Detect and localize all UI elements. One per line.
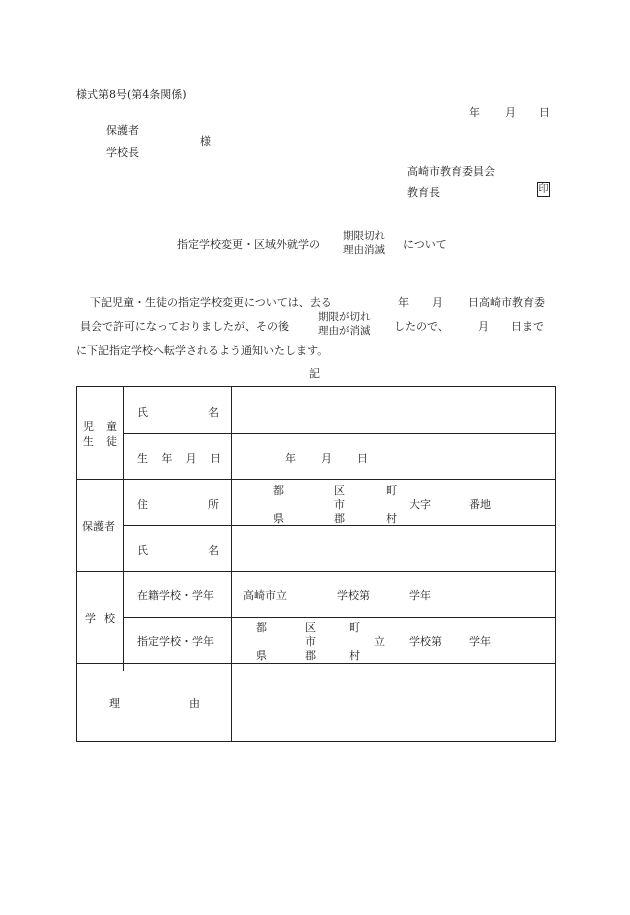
address-label-a: 住 xyxy=(137,498,148,511)
date-year: 年 xyxy=(469,106,480,119)
addressee-guardian: 保護者 xyxy=(106,124,139,137)
body-option-expired: 期限が切れ xyxy=(318,311,371,323)
date-day: 日 xyxy=(539,106,550,119)
student-char-2: 童 xyxy=(106,420,117,433)
sender-organization: 高崎市教育委員会 xyxy=(407,165,495,178)
designated-school-grade: 学年 xyxy=(469,635,491,648)
student-char-1: 児 xyxy=(83,420,94,433)
birthdate-month: 月 xyxy=(321,452,332,465)
address-label-b: 所 xyxy=(208,498,219,511)
subject-suffix: について xyxy=(403,238,447,251)
table-vline-category xyxy=(123,387,124,671)
designated-gun: 郡 xyxy=(305,649,316,662)
body-line1-month: 月 xyxy=(432,296,443,309)
reason-label-b: 由 xyxy=(189,697,200,710)
subject-prefix: 指定学校変更・区域外就学の xyxy=(177,238,320,251)
guardian-name-label-b: 名 xyxy=(208,544,219,557)
birthdate-year: 年 xyxy=(285,452,296,465)
table-hline xyxy=(77,663,556,664)
subject-option-expired: 期限切れ xyxy=(343,230,385,242)
info-table xyxy=(76,386,556,742)
guardian-category: 保護者 xyxy=(82,520,115,533)
body-line2-text: 員会で許可になっておりましたが、その後 xyxy=(80,320,289,333)
designated-school-label: 指定学校・学年 xyxy=(137,635,214,648)
table-vline-value xyxy=(231,387,232,742)
birthdate-label xyxy=(137,450,221,466)
address-to: 都 xyxy=(273,484,284,497)
school-category-a: 学 xyxy=(85,612,96,625)
address-machi: 町 xyxy=(386,484,397,497)
designated-ken: 県 xyxy=(256,649,267,662)
form-number: 様式第8号(第4条関係) xyxy=(76,88,187,101)
address-shi: 市 xyxy=(334,498,345,511)
birthdate-day: 日 xyxy=(357,452,368,465)
student-name-label-b: 名 xyxy=(208,406,219,419)
date-month: 月 xyxy=(505,106,516,119)
current-school-label: 在籍学校・学年 xyxy=(137,589,214,602)
birthdate-label-char: 生 xyxy=(137,452,148,465)
designated-machi: 町 xyxy=(349,621,360,634)
address-banchi: 番地 xyxy=(469,498,491,511)
designated-school-name: 学校第 xyxy=(409,635,442,648)
body-option-no-reason: 理由が消滅 xyxy=(318,325,371,337)
address-ku: 区 xyxy=(334,484,345,497)
address-ken: 県 xyxy=(273,512,284,525)
table-hline xyxy=(123,617,556,618)
birthdate-label-char: 日 xyxy=(209,452,221,465)
school-category-b: 校 xyxy=(104,612,115,625)
seal-mark: 印 xyxy=(538,184,549,195)
birthdate-label-char: 年 xyxy=(161,452,173,465)
table-hline xyxy=(123,433,556,434)
guardian-name-label-a: 氏 xyxy=(137,544,148,557)
body-line2-end: 日まで xyxy=(511,320,544,333)
body-line1-end: 日高崎市教育委 xyxy=(468,296,545,309)
reason-label-a: 理 xyxy=(109,697,120,710)
sender-title: 教育長 xyxy=(407,186,440,199)
body-line1-text: 下記児童・生徒の指定学校変更については、去る xyxy=(90,296,332,309)
addressee-principal: 学校長 xyxy=(106,146,139,159)
designated-ritsu: 立 xyxy=(374,635,385,648)
body-line2-mid: したので、 xyxy=(394,320,449,333)
designated-ku: 区 xyxy=(305,621,316,634)
address-mura: 村 xyxy=(386,512,397,525)
ki-heading: 記 xyxy=(309,367,320,380)
student-name-label-a: 氏 xyxy=(137,406,148,419)
subject-option-no-reason: 理由消滅 xyxy=(343,244,385,256)
designated-mura: 村 xyxy=(349,649,360,662)
designated-to: 都 xyxy=(256,621,267,634)
student-char-3: 生 xyxy=(83,435,94,448)
student-char-4: 徒 xyxy=(106,435,117,448)
subject-options xyxy=(343,229,385,257)
address-gun: 郡 xyxy=(334,512,345,525)
table-hline xyxy=(77,571,556,572)
body-line2-options xyxy=(318,310,371,338)
current-school-city: 高崎市立 xyxy=(243,589,287,602)
body-line3: に下記指定学校へ転学されるよう通知いたします。 xyxy=(76,344,329,357)
body-line1-year: 年 xyxy=(398,296,409,309)
table-hline xyxy=(77,479,556,480)
addressee-honorific: 様 xyxy=(200,135,211,148)
address-oaza: 大字 xyxy=(409,498,431,511)
body-line2-month: 月 xyxy=(478,320,489,333)
designated-shi: 市 xyxy=(305,635,316,648)
current-school-name: 学校第 xyxy=(337,589,370,602)
current-school-grade: 学年 xyxy=(409,589,431,602)
birthdate-label-char: 月 xyxy=(185,452,197,465)
